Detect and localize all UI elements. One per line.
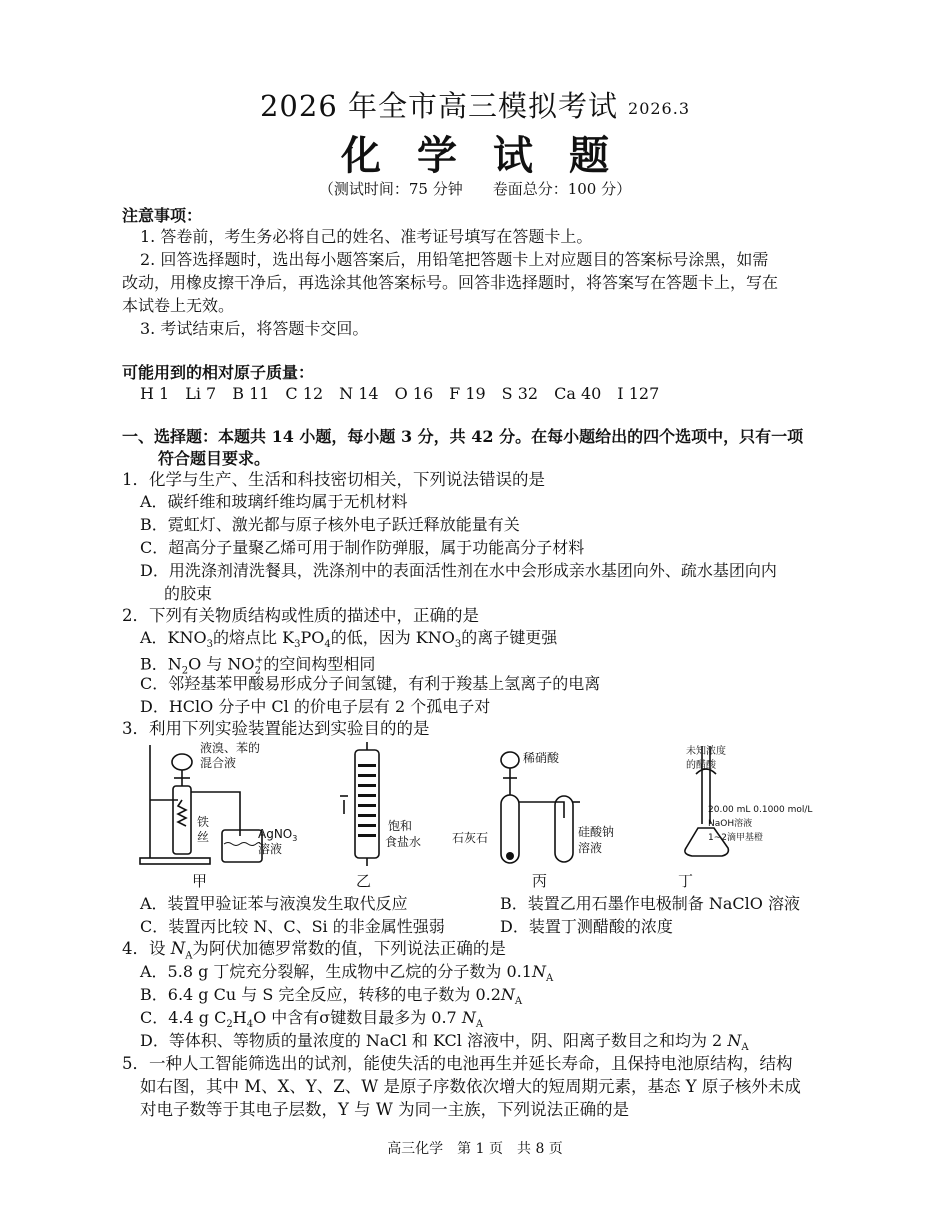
q2-stem: 2．下列有关物质结构或性质的描述中，正确的是 [122,606,479,625]
q4-option-c: C．4.4 g $C_2H_4O$ 中含有σ键数目最多为 0.7 $N_A$ [140,1008,484,1031]
stand-base [140,858,210,864]
notice-item-3: 3. 考试结束后，将答题卡交回。 [140,319,369,338]
q3-apparatus-figure [130,740,830,890]
notice-item-2b: 改动，用橡皮擦干净后，再选涂其他答案标号。回答非选择题时，将答案写在答题卡上，写在 [122,273,779,292]
label-salt-1: 饱和 [388,819,413,833]
label-jia: 甲 [192,872,208,890]
q1-option-d-line1: D．用洗涤剂清洗餐具，洗涤剂中的表面活性剂在水中会形成亲水基团向外、疏水基团向内 [140,561,777,580]
notice-item-2a: 2. 回答选择题时，选出每小题答案后，用铅笔把答题卡上对应题目的答案标号涂黑，如需 [140,250,769,269]
q1-option-c: C．超高分子量聚乙烯可用于制作防弹服，属于功能高分子材料 [140,538,585,557]
gas-tube [519,802,564,818]
q2-option-a: A．$KNO_3$的熔点比 $K_3PO_4$的低，因为 $KNO_3$的离子键更强 [140,628,558,651]
label-unknown-2: 的醋酸 [686,760,716,771]
q3-option-a: A．装置甲验证苯与液溴发生取代反应 [140,894,408,913]
q3-option-d: D．装置丁测醋酸的浓度 [500,917,673,936]
q1-option-d-line2: 的胶束 [164,584,213,603]
label-mix-1: 液溴、苯的 [200,741,261,755]
q4-option-d: D．等体积、等物质的量浓度的 NaCl 和 KCl 溶液中，阴、阳离子数目之和均为 2 $N_A$ [140,1031,749,1054]
q1-option-a: A．碳纤维和玻璃纤维均属于无机材料 [140,492,408,511]
iron-wire [178,800,186,826]
q3-option-b: B．装置乙用石墨作电极制备 NaClO 溶液 [500,894,800,913]
label-agno3-1: AgNO$_3$ [258,827,298,843]
section-heading-line2: 符合题目要求。 [158,449,271,468]
label-mix-2: 混合液 [200,756,237,770]
q2-option-b: B．$N_2O$ 与 $NO_2^+$的空间构型相同 [140,654,376,677]
q1-stem: 1．化学与生产、生活和科技密切相关，下列说法错误的是 [122,470,545,489]
q4-option-a: A．5.8 g 丁烷充分裂解，生成物中乙烷的分子数为 $0.1N_A$ [140,962,554,985]
q3-stem: 3．利用下列实验装置能达到实验目的的是 [122,719,430,738]
q3-option-c: C．装置丙比较 N、C、Si 的非金属性强弱 [140,917,445,936]
exam-meta: （测试时间：75 分钟 卷面总分：100 分） [318,180,632,198]
label-naoh-1: 20.00 mL 0.1000 mol/L [708,805,813,815]
dropping-funnel [172,754,192,770]
notice-item-1: 1. 答卷前，考生务必将自己的姓名、准考证号填写在答题卡上。 [140,227,593,246]
q4-stem: 4．设 $N_A$为阿伏加德罗常数的值，下列说法正确的是 [122,939,506,962]
acid-funnel [501,752,519,768]
subject-title: 化学试题 [341,132,645,179]
exam-date: 2026.3 [628,98,690,118]
q1-option-b: B．霓虹灯、激光都与原子核外电子跃迁释放能量有关 [140,515,520,534]
notice-item-2c: 本试卷上无效。 [122,296,235,315]
label-lime: 石灰石 [452,831,489,845]
label-silicate-2: 溶液 [578,841,603,855]
label-iron-1: 铁 [197,815,210,829]
q4-option-b: B．6.4 g Cu 与 S 完全反应，转移的电子数为 $0.2N_A$ [140,985,523,1008]
agno3-beaker [222,830,262,862]
label-iron-2: 丝 [197,830,210,844]
q2-option-d: D．HClO 分子中 Cl 的价电子层有 2 个孤电子对 [140,697,491,716]
exam-title: 2026 年全市高三模拟考试 2026.3 [259,89,690,123]
label-unknown-1: 未知浓度 [686,746,726,757]
limestone-lumps [506,852,514,860]
q2-option-c: C．邻羟基苯甲酸易形成分子间氢键，有利于羧基上氢离子的电离 [140,674,601,693]
label-naoh-3: 1~2滴甲基橙 [708,833,763,843]
label-acid: 稀硝酸 [523,751,560,765]
label-salt-2: 食盐水 [385,835,422,849]
label-ding: 丁 [678,872,694,890]
label-silicate-1: 硅酸钠 [578,825,615,839]
label-naoh-2: NaOH溶液 [708,819,753,829]
label-bing: 丙 [532,872,548,890]
masses-line: H 1 Li 7 B 11 C 12 N 14 O 16 F 19 S 32 Ca 40 I 127 [140,384,660,403]
label-yi: 乙 [356,872,372,890]
section-heading-line1: 一、选择题：本题共 14 小题，每小题 3 分，共 42 分。在每小题给出的四个选项中，只有一项 [122,427,804,446]
q5-line-2: 如右图，其中 M、X、Y、Z、W 是原子序数依次增大的短周期元素，基态 Y 原子核外未成 [140,1077,801,1096]
page-footer: 高三化学 第 1 页 共 8 页 [387,1141,563,1157]
q5-line-1: 5．一种人工智能筛选出的试剂，能使失活的电池再生并延长寿命，且保持电池原结构，结构 [122,1054,793,1073]
masses-heading: 可能用到的相对原子质量： [122,363,315,382]
q5-line-3: 对电子数等于其电子层数，Y 与 W 为同一主族，下列说法正确的是 [140,1100,630,1119]
notice-heading: 注意事项： [122,206,203,225]
label-agno3-2: 溶液 [258,842,283,856]
